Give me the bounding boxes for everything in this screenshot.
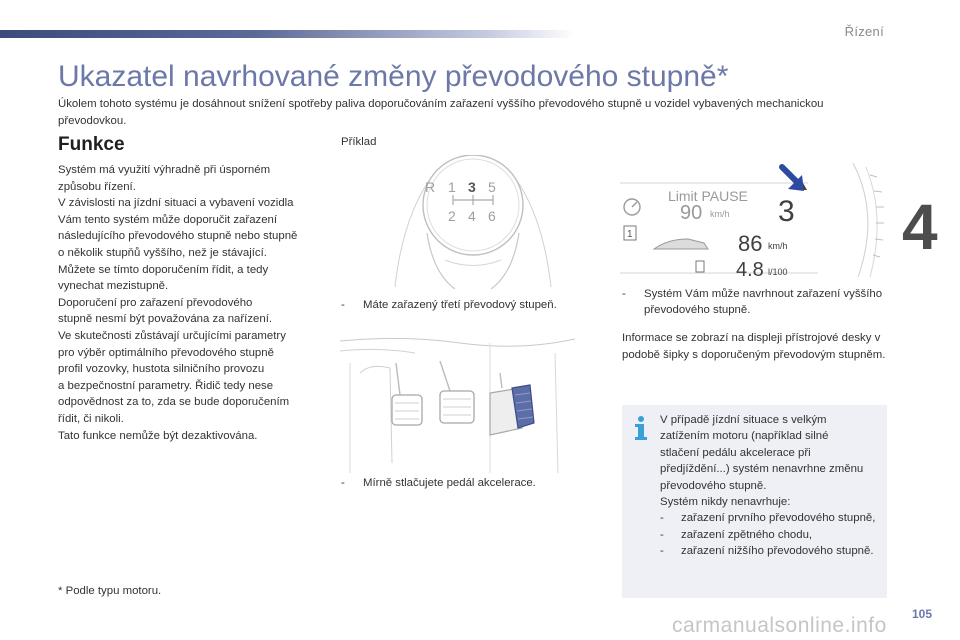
info-line: předjíždění...) systém nenavrhne změnu bbox=[660, 463, 864, 476]
funkce-line: stupně nesmí být považována za nařízení. bbox=[58, 313, 273, 326]
funkce-line: odpovědnost za to, zda se bude doporučením bbox=[58, 396, 290, 409]
gear-indicator: 3 bbox=[778, 195, 795, 228]
pedal-caption: - Mírně stlačujete pedál akcelerace. bbox=[341, 477, 536, 489]
gear-caption: - Máte zařazený třetí převodový stupeň. bbox=[341, 299, 557, 311]
funkce-heading: Funkce bbox=[58, 134, 125, 155]
gear-label-6: 6 bbox=[488, 208, 496, 224]
watermark: carmanualsonline.info bbox=[672, 614, 887, 637]
gear-label-2: 2 bbox=[448, 208, 456, 224]
consumption-value: 4.8 bbox=[736, 259, 764, 280]
funkce-line: vynechat mezistupně. bbox=[58, 280, 169, 293]
funkce-line: profil vozovky, hustota silničního provozu bbox=[58, 363, 265, 376]
speed-value: 86 bbox=[738, 231, 763, 256]
info-list-item: - zařazení prvního převodového stupně, bbox=[660, 512, 876, 525]
consumption-unit: l/100 bbox=[768, 267, 788, 277]
info-box bbox=[622, 405, 887, 598]
speed-unit: km/h bbox=[768, 241, 788, 251]
limit-label: Limit PAUSE bbox=[668, 188, 748, 204]
intro-text: Úkolem tohoto systému je dosáhnout snížení spotřeby paliva doporučováním zařazení vyššího převodového stupně u vozidel vybavených mechanickou převodovkou. bbox=[58, 98, 824, 127]
funkce-line: Systém má využití výhradně při úsporném bbox=[58, 164, 271, 176]
dashboard-display-illustration bbox=[618, 155, 888, 280]
gear-label-1: 1 bbox=[448, 179, 456, 195]
funkce-line: o několik stupňů vyššího, než je stávající. bbox=[58, 246, 267, 259]
gear-knob-illustration bbox=[393, 155, 553, 290]
gear-label-5: 5 bbox=[488, 179, 496, 195]
funkce-line: a bezpečnostní parametry. Řidič tedy nese bbox=[58, 379, 274, 392]
info-list-item: - zařazení zpětného chodu, bbox=[660, 528, 813, 541]
example-label: Příklad bbox=[341, 136, 377, 148]
limit-unit: km/h bbox=[710, 209, 730, 219]
info-line: V případě jízdní situace s velkým bbox=[660, 414, 827, 426]
info-line: zatížením motoru (například silné bbox=[660, 430, 829, 443]
info-line: stlačení pedálu akcelerace při bbox=[660, 446, 811, 459]
header-bar bbox=[0, 30, 575, 38]
funkce-line: řídit, či nikoli. bbox=[58, 412, 124, 425]
funkce-line: pro výběr optimálního převodového stupně bbox=[58, 346, 274, 359]
gear-label-4: 4 bbox=[468, 208, 476, 224]
funkce-line: Ve skutečnosti zůstávají určujícími parametry bbox=[58, 329, 286, 342]
info-text: Informace se zobrazí na displeji přístrojové desky v podobě šipky s doporučeným převodovým stupněm. bbox=[622, 332, 886, 361]
funkce-line: Doporučení pro zařazení převodového bbox=[58, 296, 253, 309]
gear-label-r: R bbox=[425, 179, 436, 195]
footnote: * Podle typu motoru. bbox=[58, 585, 162, 597]
info-list bbox=[660, 510, 882, 559]
funkce-body bbox=[58, 162, 320, 444]
funkce-line: způsobu řízení. bbox=[58, 180, 136, 193]
info-line: Systém nikdy nenavrhuje: bbox=[660, 496, 791, 509]
page-number: 105 bbox=[912, 607, 933, 621]
funkce-line: Tato funkce nemůže být dezaktivována. bbox=[58, 429, 258, 442]
limit-value: 90 bbox=[680, 202, 703, 224]
funkce-line: V závislosti na jízdní situaci a vybavení vozidla bbox=[58, 197, 294, 210]
info-line: převodového stupně. bbox=[660, 479, 767, 492]
pedal-illustration bbox=[340, 333, 575, 473]
chapter-number: 4 bbox=[902, 191, 938, 263]
small-box-label: 1 bbox=[627, 229, 633, 240]
info-content bbox=[660, 412, 882, 560]
funkce-line: Můžete se tímto doporučením řídit, a tedy bbox=[58, 263, 269, 276]
funkce-line: následujícího převodového stupně nebo stupně bbox=[58, 230, 298, 243]
funkce-line: Vám tento systém může doporučit zařazení bbox=[58, 213, 278, 226]
info-icon bbox=[632, 415, 650, 441]
gear-label-3: 3 bbox=[468, 179, 476, 195]
page-title: Ukazatel navrhované změny převodového stupně* bbox=[58, 60, 729, 93]
dashboard-caption: - Systém Vám může navrhnout zařazení vyššího převodového stupně. bbox=[622, 288, 883, 316]
info-list-item: - zařazení nižšího převodového stupně. bbox=[660, 545, 874, 558]
section-name: Řízení bbox=[844, 24, 884, 39]
